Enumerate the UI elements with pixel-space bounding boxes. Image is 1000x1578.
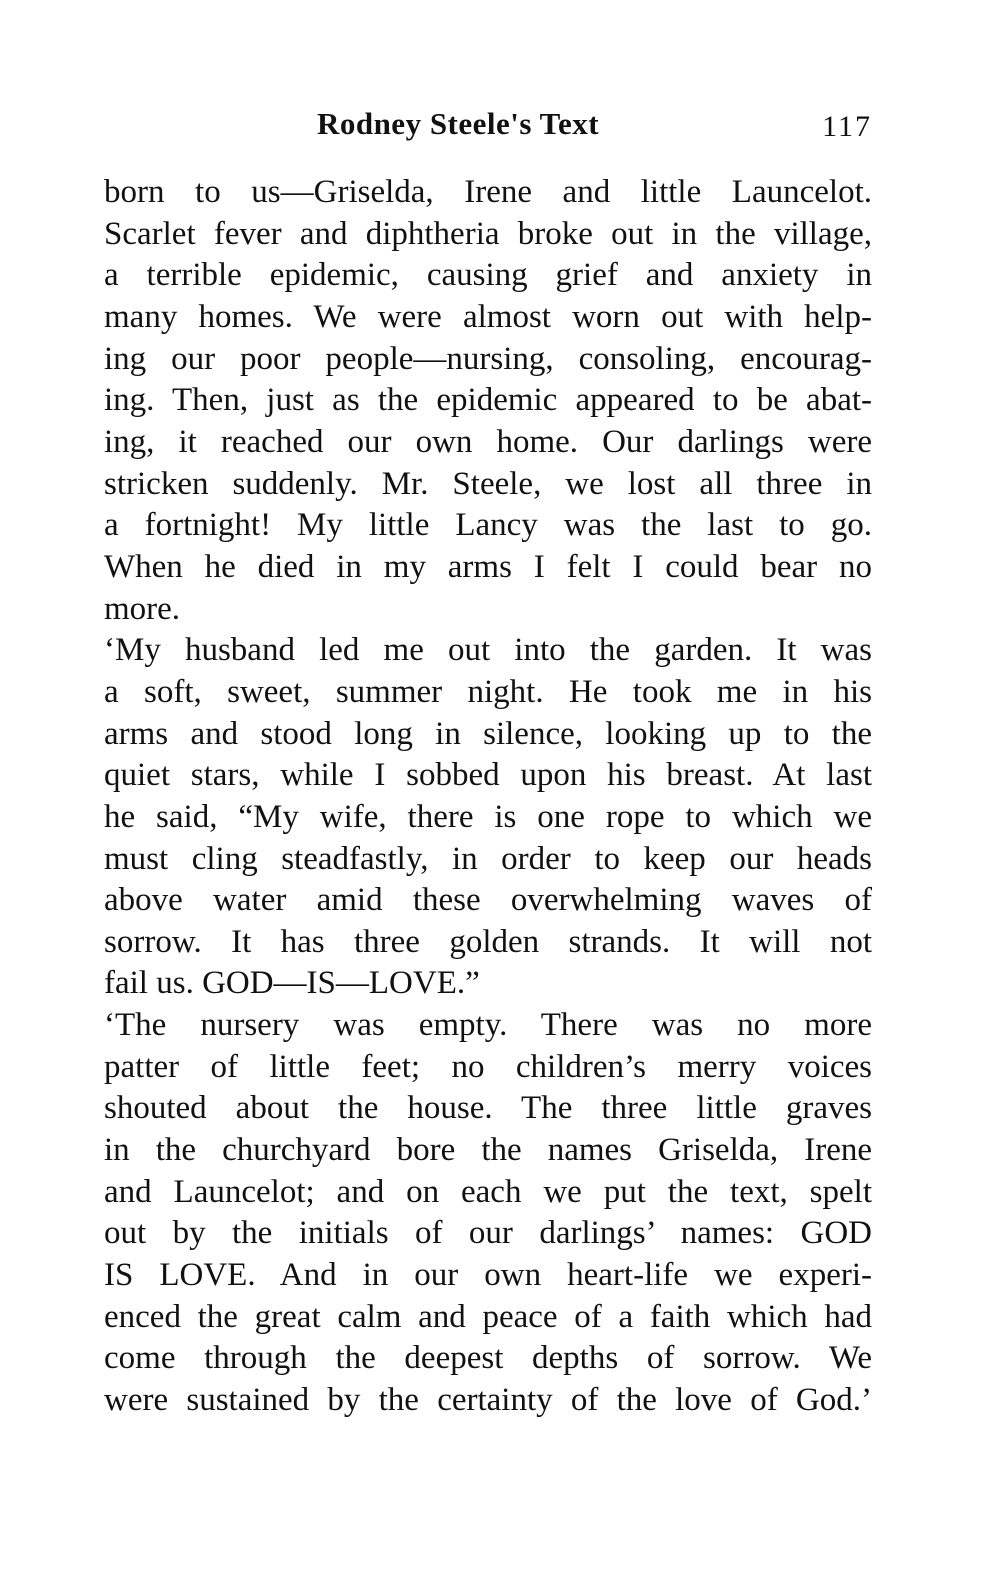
page-header [104, 106, 872, 150]
text-line: arms and stood long in silence, looking up to the [104, 715, 872, 752]
text-line: above water amid these overwhelming waves of [104, 882, 872, 919]
text-line: many homes. We were almost worn out with help- [104, 298, 872, 335]
text-line: ing our poor people—nursing, consoling, encourag- [104, 340, 872, 377]
text-line: fail us. GOD—IS—LOVE.” [104, 965, 480, 1002]
text-line: IS LOVE. And in our own heart-life we experi- [104, 1257, 872, 1294]
text-line: ing, it reached our own home. Our darlings were [104, 423, 872, 460]
page-body-text [104, 172, 872, 1422]
text-line: more. [104, 590, 181, 627]
text-line: ing. Then, just as the epidemic appeared to be abat- [104, 382, 872, 419]
text-line: a terrible epidemic, causing grief and anxiety in [104, 257, 872, 294]
text-line: quiet stars, while I sobbed upon his breast. At last [104, 757, 872, 794]
text-line: patter of little feet; no children’s merry voices [104, 1048, 872, 1085]
text-line: must cling steadfastly, in order to keep our heads [104, 840, 872, 877]
text-line: out by the initials of our darlings’ names: GOD [104, 1215, 872, 1252]
text-line: and Launcelot; and on each we put the text, spelt [104, 1173, 872, 1210]
page-number: 117 [822, 110, 872, 143]
text-line: ‘My husband led me out into the garden. It was [104, 632, 872, 669]
text-line: ‘The nursery was empty. There was no more [104, 1007, 872, 1044]
text-line: sorrow. It has three golden strands. It will not [104, 923, 872, 960]
text-line: a fortnight! My little Lancy was the last to go. [104, 507, 872, 544]
running-title: Rodney Steele's Text [316, 106, 600, 141]
text-line: stricken suddenly. Mr. Steele, we lost all three in [104, 465, 872, 502]
text-line: Scarlet fever and diphtheria broke out in the village, [104, 215, 872, 252]
text-line: in the churchyard bore the names Griselda, Irene [104, 1132, 872, 1169]
text-line: born to us—Griselda, Irene and little Launcelot. [104, 174, 872, 210]
text-line: shouted about the house. The three little graves [104, 1090, 872, 1127]
text-line: When he died in my arms I felt I could bear no [104, 548, 872, 585]
text-line: were sustained by the certainty of the love of God.’ [104, 1382, 872, 1419]
text-line: enced the great calm and peace of a faith which had [104, 1298, 872, 1335]
text-line: come through the deepest depths of sorrow. We [104, 1340, 872, 1377]
text-line: he said, “My wife, there is one rope to which we [104, 798, 872, 835]
text-line: a soft, sweet, summer night. He took me in his [104, 673, 872, 710]
